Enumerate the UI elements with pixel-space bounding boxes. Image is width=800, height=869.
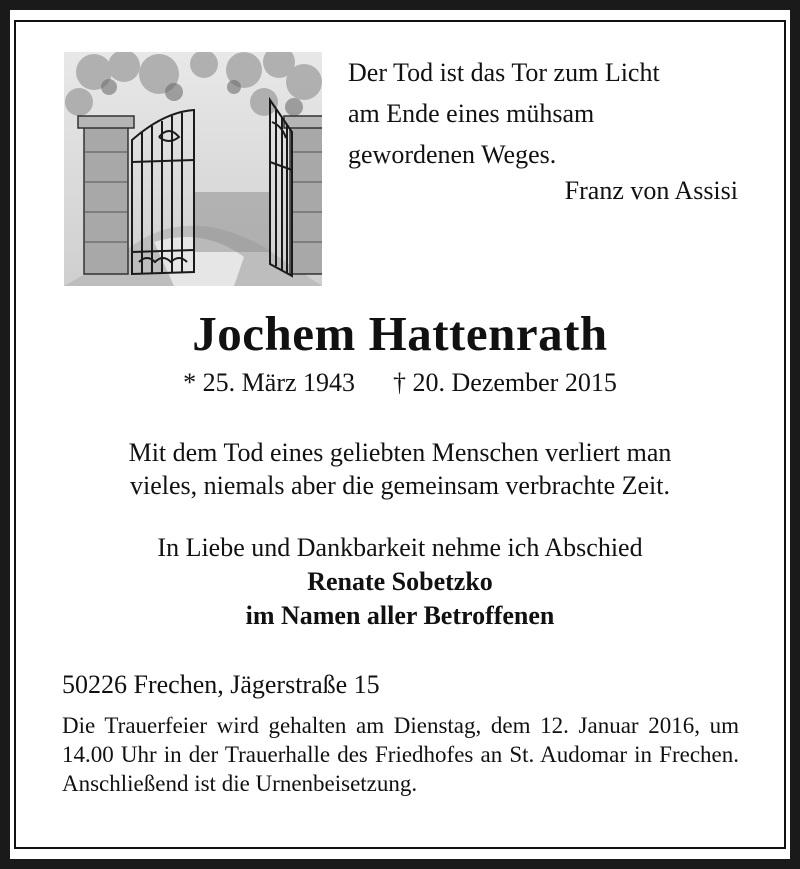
farewell-block — [0, 531, 800, 633]
quote-line: Der Tod ist das Tor zum Licht — [348, 58, 660, 87]
ceremony-info: Die Trauerfeier wird gehalten am Dienstag, dem 12. Januar 2016, um 14.00 Uhr in der Trauerhalle des Friedhofes an St. Audomar in Frechen. Anschließend ist die Urnenbeisetzung. — [62, 713, 739, 796]
signer-note: im Namen aller Betroffenen — [245, 601, 555, 630]
quote-line: gewordenen Weges. — [348, 140, 557, 169]
address: 50226 Frechen, Jägerstraße 15 — [62, 670, 380, 699]
deceased-name: Jochem Hattenrath — [192, 306, 608, 361]
signer-name: Renate Sobetzko — [307, 567, 493, 596]
garden-gate-illustration — [64, 52, 322, 286]
quote — [348, 52, 748, 175]
death-date: † 20. Dezember 2015 — [393, 368, 617, 397]
saying-line: vieles, niemals aber die gemeinsam verbrachte Zeit. — [130, 471, 670, 500]
saying-line: Mit dem Tod eines geliebten Menschen verliert man — [128, 438, 672, 467]
farewell-line: In Liebe und Dankbarkeit nehme ich Abschied — [157, 533, 643, 562]
birth-date: * 25. März 1943 — [183, 368, 356, 397]
life-dates — [0, 368, 800, 398]
quote-line: am Ende eines mühsam — [348, 99, 595, 128]
memorial-saying — [0, 436, 800, 502]
quote-author: Franz von Assisi — [564, 176, 738, 205]
